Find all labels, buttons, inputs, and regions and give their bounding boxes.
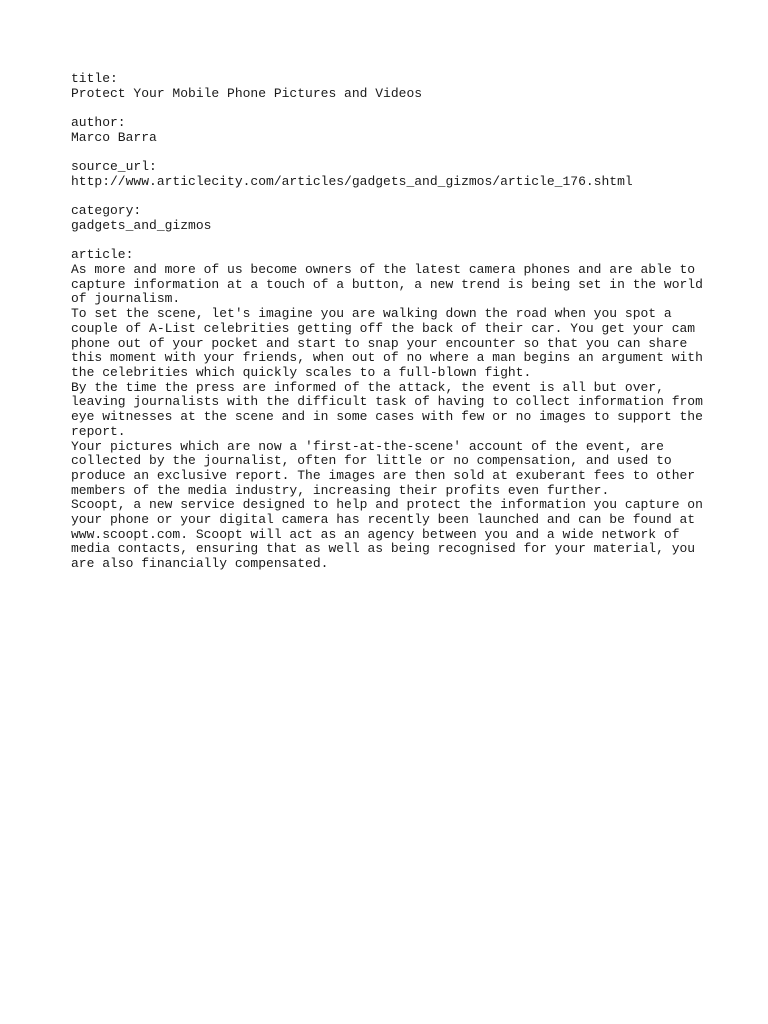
document-title: Protect Your Mobile Phone Pictures and Videos [71, 85, 423, 101]
article-line: www.scoopt.com. Scoopt will act as an agency between you and a wide network of [71, 526, 680, 542]
title-field [71, 72, 711, 101]
article-line: collected by the journalist, often for little or no compensation, and used to [71, 453, 672, 469]
document-author: Marco Barra [71, 129, 157, 145]
article-line: leaving journalists with the difficult task of having to collect information from [71, 394, 703, 410]
article-line: phone out of your pocket and start to snap your encounter so that you can share [71, 335, 688, 351]
article-line: of journalism. [71, 291, 181, 307]
author-field [71, 116, 711, 145]
article-line: couple of A-List celebrities getting off the back of their car. You get your cam [71, 320, 696, 336]
article-line: produce an exclusive report. The images are then sold at exuberant fees to other [71, 467, 696, 483]
article-line: are also financially compensated. [71, 556, 329, 572]
source-url-label: source_url: [71, 159, 157, 175]
article-body [71, 263, 711, 572]
article-line: Scoopt, a new service designed to help and protect the information you capture on [71, 497, 703, 513]
article-line: Your pictures which are now a 'first-at-the-scene' account of the event, are [71, 438, 664, 454]
article-line: As more and more of us become owners of the latest camera phones and are able to [71, 262, 696, 278]
category-field [71, 204, 711, 233]
document-source-url: http://www.articlecity.com/articles/gadgets_and_gizmos/article_176.shtml [71, 173, 633, 189]
article-line: media contacts, ensuring that as well as being recognised for your material, you [71, 541, 696, 557]
article-label: article: [71, 247, 134, 263]
category-label: category: [71, 203, 142, 219]
article-line: members of the media industry, increasing their profits even further. [71, 482, 610, 498]
article-line: the celebrities which quickly scales to a full-blown fight. [71, 365, 532, 380]
article-line: capture information at a touch of a button, a new trend is being set in the world [71, 276, 703, 292]
document-category: gadgets_and_gizmos [71, 217, 212, 233]
document-page [71, 72, 711, 587]
article-line: report. [71, 423, 126, 439]
article-line: this moment with your friends, when out of no where a man begins an argument with [71, 350, 703, 366]
article-line: eye witnesses at the scene and in some cases with few or no images to support the [71, 409, 703, 425]
article-field [71, 248, 711, 571]
author-label: author: [71, 115, 126, 131]
article-line: To set the scene, let's imagine you are walking down the road when you spot a [71, 306, 672, 322]
article-line: your phone or your digital camera has recently been launched and can be found at [71, 512, 696, 528]
article-line: By the time the press are informed of the attack, the event is all but over, [71, 379, 664, 395]
title-label: title: [71, 71, 118, 86]
source-url-field [71, 160, 711, 189]
